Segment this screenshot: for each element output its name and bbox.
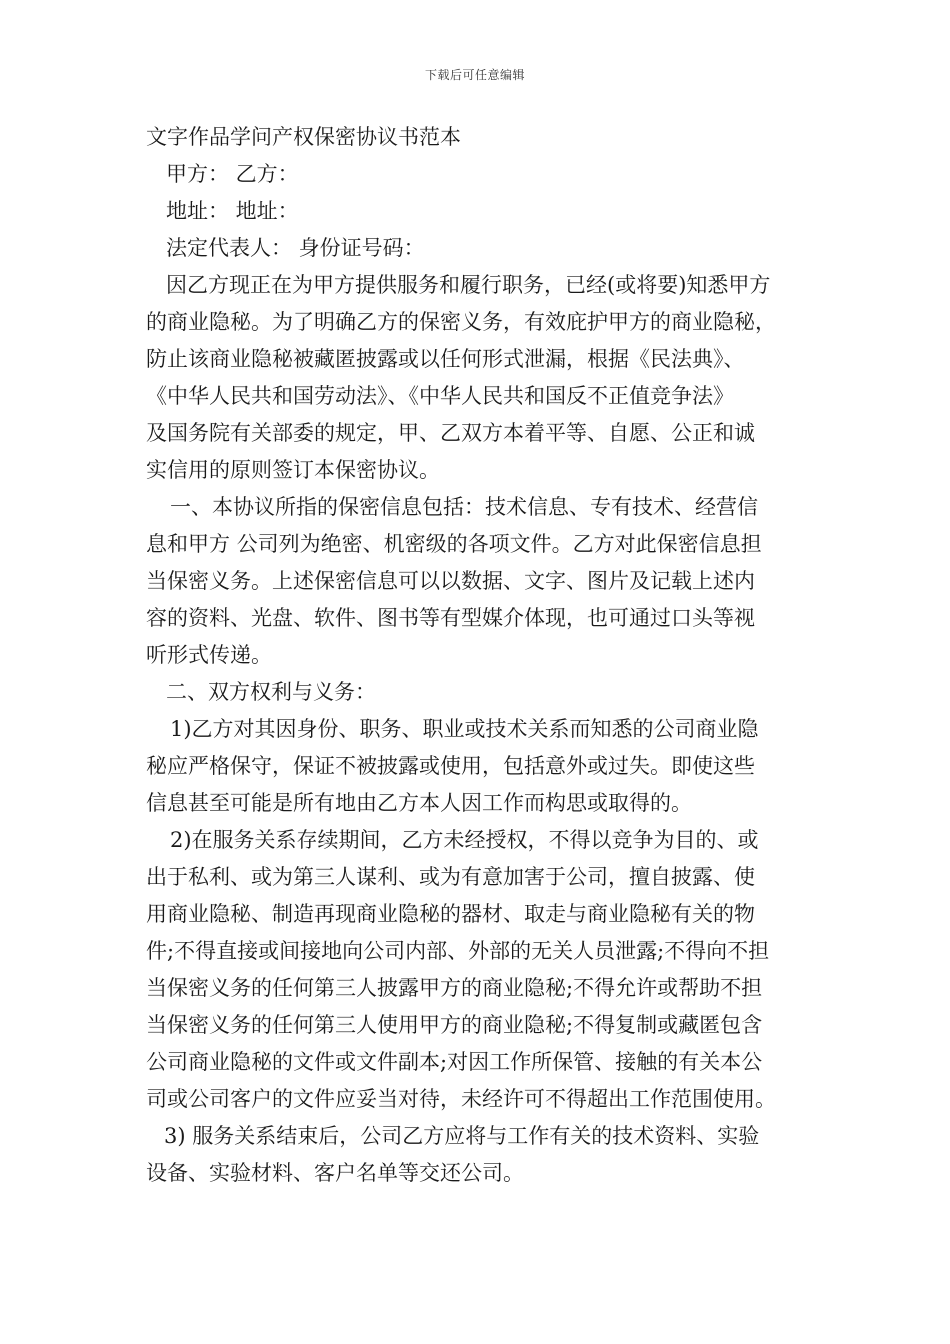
item2-line: 出于私利、或为第三人谋利、或为有意加害于公司，擅自披露、使 <box>146 865 755 889</box>
representative-line: 法定代表人： 身份证号码： <box>166 236 425 260</box>
address-line: 地址： 地址： <box>166 199 299 223</box>
item2-line: 当保密义务的任何第三人使用甲方的商业隐秘;不得复制或藏匿包含 <box>146 1013 763 1037</box>
intro-line: 及国务院有关部委的规定，甲、乙双方本着平等、自愿、公正和诚 <box>146 421 755 445</box>
party-line: 甲方： 乙方： <box>166 162 299 186</box>
item1-line: 信息甚至可能是所有地由乙方本人因工作而构思或取得的。 <box>146 791 692 815</box>
section1-line: 听形式传递。 <box>146 643 272 667</box>
item1-line: 1)乙方对其因身份、职务、职业或技术关系而知悉的公司商业隐 <box>170 717 759 741</box>
document-title: 文字作品学问产权保密协议书范本 <box>146 125 461 149</box>
intro-line: 实信用的原则签订本保密协议。 <box>146 458 440 482</box>
section1-line: 容的资料、光盘、软件、图书等有型媒介体现，也可通过口头等视 <box>146 606 755 630</box>
section2-heading: 二、双方权利与义务： <box>166 680 376 704</box>
item3-line: 3) 服务关系结束后，公司乙方应将与工作有关的技术资料、实验 <box>164 1124 760 1148</box>
section1-line: 一、本协议所指的保密信息包括：技术信息、专有技术、经营信 <box>170 495 758 519</box>
intro-line: 防止该商业隐秘被藏匿披露或以任何形式泄漏，根据《民法典》、 <box>146 347 745 371</box>
section1-line: 息和甲方 公司列为绝密、机密级的各项文件。乙方对此保密信息担 <box>146 532 762 556</box>
item2-line: 司或公司客户的文件应妥当对待，未经许可不得超出工作范围使用。 <box>146 1087 776 1111</box>
intro-line: 《中华人民共和国劳动法》、《中华人民共和国反不正值竞争法》 <box>146 384 734 408</box>
item2-line: 公司商业隐秘的文件或文件副本;对因工作所保管、接触的有关本公 <box>146 1050 763 1074</box>
item2-line: 件;不得直接或间接地向公司内部、外部的无关人员泄露;不得向不担 <box>146 939 770 963</box>
item2-line: 当保密义务的任何第三人披露甲方的商业隐秘;不得允许或帮助不担 <box>146 976 763 1000</box>
header-note: 下载后可任意编辑 <box>424 68 525 82</box>
item3-line: 设备、实验材料、客户名单等交还公司。 <box>146 1161 524 1185</box>
item2-line: 用商业隐秘、制造再现商业隐秘的器材、取走与商业隐秘有关的物 <box>146 902 755 926</box>
item2-line: 2)在服务关系存续期间，乙方未经授权，不得以竞争为目的、或 <box>170 828 759 852</box>
document-body <box>146 119 818 1192</box>
intro-line: 因乙方现正在为甲方提供服务和履行职务，已经(或将要)知悉甲方 <box>166 273 771 297</box>
section1-line: 当保密义务。上述保密信息可以以数据、文字、图片及记载上述内 <box>146 569 755 593</box>
intro-line: 的商业隐秘。为了明确乙方的保密义务，有效庇护甲方的商业隐秘， <box>146 310 776 334</box>
item1-line: 秘应严格保守，保证不被披露或使用，包括意外或过失。即使这些 <box>146 754 755 778</box>
